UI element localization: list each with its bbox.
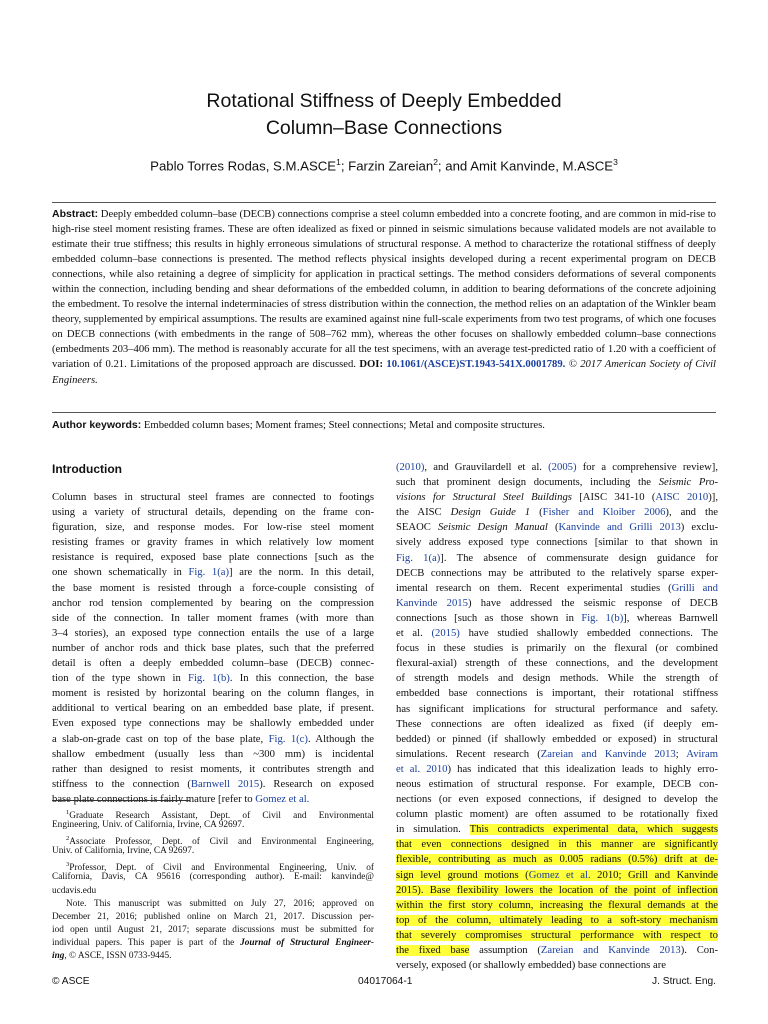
left-column-line: the base moment is resisted through a force-couple consisting of [52,582,374,594]
footnote-text: Graduate Research Assistant, Dept. of Civil and Environmental [69,811,374,822]
right-column-line: Fig. 1(a)]. The absence of commensurate design guidance for [396,552,718,564]
footnote-line [52,885,374,898]
keywords-label: Author keywords: [52,419,142,431]
footnote-text: Note. This manuscript was submitted on July 27, 2016; approved on [66,898,374,909]
footnote-text: Engineering, Univ. of California, Irvine, CA 92697. [52,820,245,831]
right-column-line: top of the column, ultimately leading to a soft-story mechanism [396,914,718,926]
footnote-line [52,858,374,874]
author-1: Pablo Torres Rodas, S.M.ASCE [150,158,337,174]
abstract-top-rule [52,202,716,203]
right-column-line: such that prominent design documents, including the Seismic Pro- [396,477,718,489]
footnote-text: Professor, Dept. of Civil and Environmental Engineering, Univ. of [69,863,374,874]
right-column-line: flexural-axial) strength of these connections, and the development [396,658,718,670]
title-line-2: Column–Base Connections [265,117,503,139]
author-3-affil: 3 [613,157,618,167]
footnote-text: December 21, 2016; published online on March 21, 2017. Discussion per- [52,911,374,922]
author-list [0,157,768,173]
footnote-text: iod open until August 21, 2017; separate discussions must be submitted for [52,924,374,935]
right-column-line: visions for Structural Steel Buildings [AISC 341-10 (AISC 2010)], [396,492,718,504]
right-column-line: of strength models and design methods. While the strength of [396,673,718,685]
footnote-rule [52,800,190,801]
left-column-line: tion of the type shown in Fig. 1(b). In this connection, the base [52,673,374,685]
doi-link[interactable]: 10.1061/(ASCE)ST.1943-541X.0001789. [386,359,566,371]
keywords-text: Embedded column bases; Moment frames; Steel connections; Metal and composite structures. [141,420,545,431]
left-column-line: resistance is required, exposed base plate connections [such as the [52,552,374,564]
copyright-notice: © 2017 American Society of Civil Engineers. [52,359,716,386]
left-column-line: a slab-on-grade cast on top of the base plate, Fig. 1(c). Although the [52,733,374,745]
left-column-line: Column bases in structural steel frames are connected to footings [52,492,374,503]
right-column-line: (2010), and Grauvilardell et al. (2005) for a comprehensive review], [396,462,718,473]
footnote-line [52,832,374,848]
right-column-line: Kanvinde 2015) have addressed the seismic response of DECB [396,597,718,609]
footnote-mark: 1 [66,809,70,816]
footnote-mark: 3 [66,861,70,869]
right-column-line: connections [such as those shown in Fig. 1(b)], whereas Barnwell [396,612,718,624]
author-1-affil: 1 [336,157,341,167]
right-column-line: column plastic moment) are often assumed to be rotationally fixed [396,809,718,821]
right-column-line: sign level ground motions (Gomez et al. 2010; Grill and Kanvinde [396,869,718,881]
author-2-affil: 2 [433,157,438,167]
left-column-line: stiffness to the connection (Barnwell 2015). Research on exposed [52,778,374,790]
right-column-line: et al. 2010) has indicated that this idealization leads to highly erro- [396,763,718,775]
footnote-line [52,871,374,884]
right-column-line: bedded) or pinned (if shallowly embedded or exposed) in structural [396,733,718,745]
abstract-label: Abstract: [52,208,99,220]
abstract-body: Deeply embedded column–base (DECB) connections comprise a steel column embedded into a concrete footing, and are common in mid-rise to high-rise steel moment resisting frames. These are often idealized as fixed or pinned in seismic simulations because validated models are not available to estimate their true stiffness; this results in highly erroneous simulations of structural response. A method to characterize the rotational stiffness of deeply embedded column–base connections is presented. The method reflects physical insights developed during a recent experimental program on DECB connections, while also retaining a degree of simplicity for application in practical settings. The method considers deformations of several components within the connection, including bending and shear deformations of the embedded column, in addition to bearing deformations of the concrete adjoining the embedment. To resolve the internal indeterminacies of stress distribution within the connection, the method relies on an adaptation of the Winkler beam theory, supplemented by empirical assumptions. The results are examined against nine full-scale experiments from two test programs, of which one focuses on DECB connections (with embedments in the range of 508–762 mm), whereas the other focuses on shallowly embedded column–base connections (embedments 203–406 mm). The method is reasonably accurate for all the test specimens, with an average test-predicted ratio of 1.20 with a coefficient of variation of 0.21. Limitations of the proposed approach are discussed. [52,209,716,371]
section-heading-introduction: Introduction [52,462,122,476]
footnote-mark: 2 [66,835,70,843]
left-column-line: one shown schematically in Fig. 1(a)] are the norm. In this detail, [52,567,374,579]
right-column-line: nections (or even exposed connections, if designed to develop the [396,794,718,806]
left-column-line: shallow embedment (usually less than ~300 mm) is incidental [52,748,374,760]
right-column-line: that severely compromises structural performance with respect to [396,929,718,941]
footnote-text: California, Davis, CA 95616 (corresponding author). E-mail: kanvinde@ [52,872,374,883]
footnote-line [52,806,374,822]
right-column-line: embedded base connections is important, their rotational stiffness [396,688,718,700]
right-column-line: the fixed base assumption (Zareian and Kanvinde 2013). Con- [396,945,718,956]
doi-label: DOI: [359,359,383,371]
right-column-line: has significant implications for structural performance and safety. [396,703,718,715]
left-column-line: additional to vertical bearing on an embedded base plate, if present. [52,703,374,715]
right-column-line: within the first story column, increasing the flexural demands at the [396,899,718,911]
left-column-line: rather than designed to resist moments, it contributes strength and [52,763,374,775]
footnote-text: individual papers. This paper is part of the Journal of Structural Engineer- [52,937,374,948]
left-column-line: moment is resisted by horizontal bearing on the column flanges, in [52,688,374,700]
author-2: ; Farzin Zareian [340,158,434,174]
right-column-line: These connections are often idealized as fixed (if deeply em- [396,718,718,730]
footnote-text: ucdavis.edu [52,885,97,896]
title-line-1: Rotational Stiffness of Deeply Embedded [206,90,562,112]
footnote-text: ing, © ASCE, ISSN 0733-9445. [52,951,172,962]
footer-publisher: © ASCE [52,976,90,987]
right-column [396,460,718,973]
abstract [52,207,716,388]
left-column-line: detail is often a deeply embedded column–base (DECB) connec- [52,658,374,670]
right-column-line: the AISC Design Guide 1 (Fisher and Kloiber 2006), and the [396,507,718,519]
left-column-line: base plate connections is fairly mature [refer to Gomez et al. [52,793,310,805]
left-column-line: using a variety of structural details, depending on the frame con- [52,507,374,519]
footnote-line [52,937,374,950]
right-column-line: simulations. Recent research (Zareian and Kanvinde 2013; Aviram [396,748,719,760]
author-3: ; and Amit Kanvinde, M.ASCE [437,158,614,174]
left-column-line: resisting frames or gravity frames in which relatively low moment [52,537,374,549]
footnote-line [52,911,374,924]
footnote-line [52,950,374,963]
left-column-line: number of anchor rods and thick base plates, such that the preferred [52,642,374,654]
left-column-line: 3–4 stories), an exposed type connection entails the use of a large [52,627,374,639]
footnote-line [52,924,374,937]
right-column-line: focus in these studies is primarily on the flexural (or combined [396,643,718,655]
right-column-line: 2015). Base flexibility lowers the location of the point of inflection [396,884,718,896]
footnote-line [52,898,374,911]
right-column-line: that even connections designed in this manner are significantly [396,839,718,851]
right-column-line: SEAOC Seismic Design Manual (Kanvinde and Grilli 2013) exclu- [396,522,719,534]
right-column-line: in simulation. This contradicts experimental data, which suggests [396,824,718,836]
right-column-line: DECB connections may be attributed to the relatively sparse exper- [396,567,718,579]
right-column-line: imental research on them. Recent experimental studies (Grilli and [396,582,719,594]
right-column-line: versely, exposed (or shallowly embedded) base connections are [396,960,666,972]
footer-article-number: 04017064-1 [358,976,413,987]
right-column-line: flexible, contributing as much as 0.005 radians (0.5%) drift at de- [396,854,718,866]
right-column-line: neous estimation of structural response. For example, DECB con- [396,778,718,790]
footnote-text: Univ. of California, Irvine, CA 92697. [52,846,195,857]
author-keywords [52,418,716,433]
left-column-line: side of the connection. In taller moment frames (with more than [52,612,374,624]
right-column-line: et al. (2015) have studied shallowly embedded connections. The [396,628,718,640]
paper-title [0,88,768,142]
left-column [52,490,374,807]
footnotes [52,806,374,963]
left-column-line: figuration, size, and response modes. For low-rise steel moment [52,522,374,534]
footer-journal: J. Struct. Eng. [652,976,716,987]
left-column-line: Even exposed type connections may be shallowly embedded under [52,718,374,730]
right-column-line: sively address exposed type connections [similar to that shown in [396,537,718,549]
footnote-text: Associate Professor, Dept. of Civil and Environmental Engineering, [69,837,374,848]
left-column-line: anchor rod tension complemented by bearing on the compression [52,597,374,609]
keywords-rule [52,412,716,413]
